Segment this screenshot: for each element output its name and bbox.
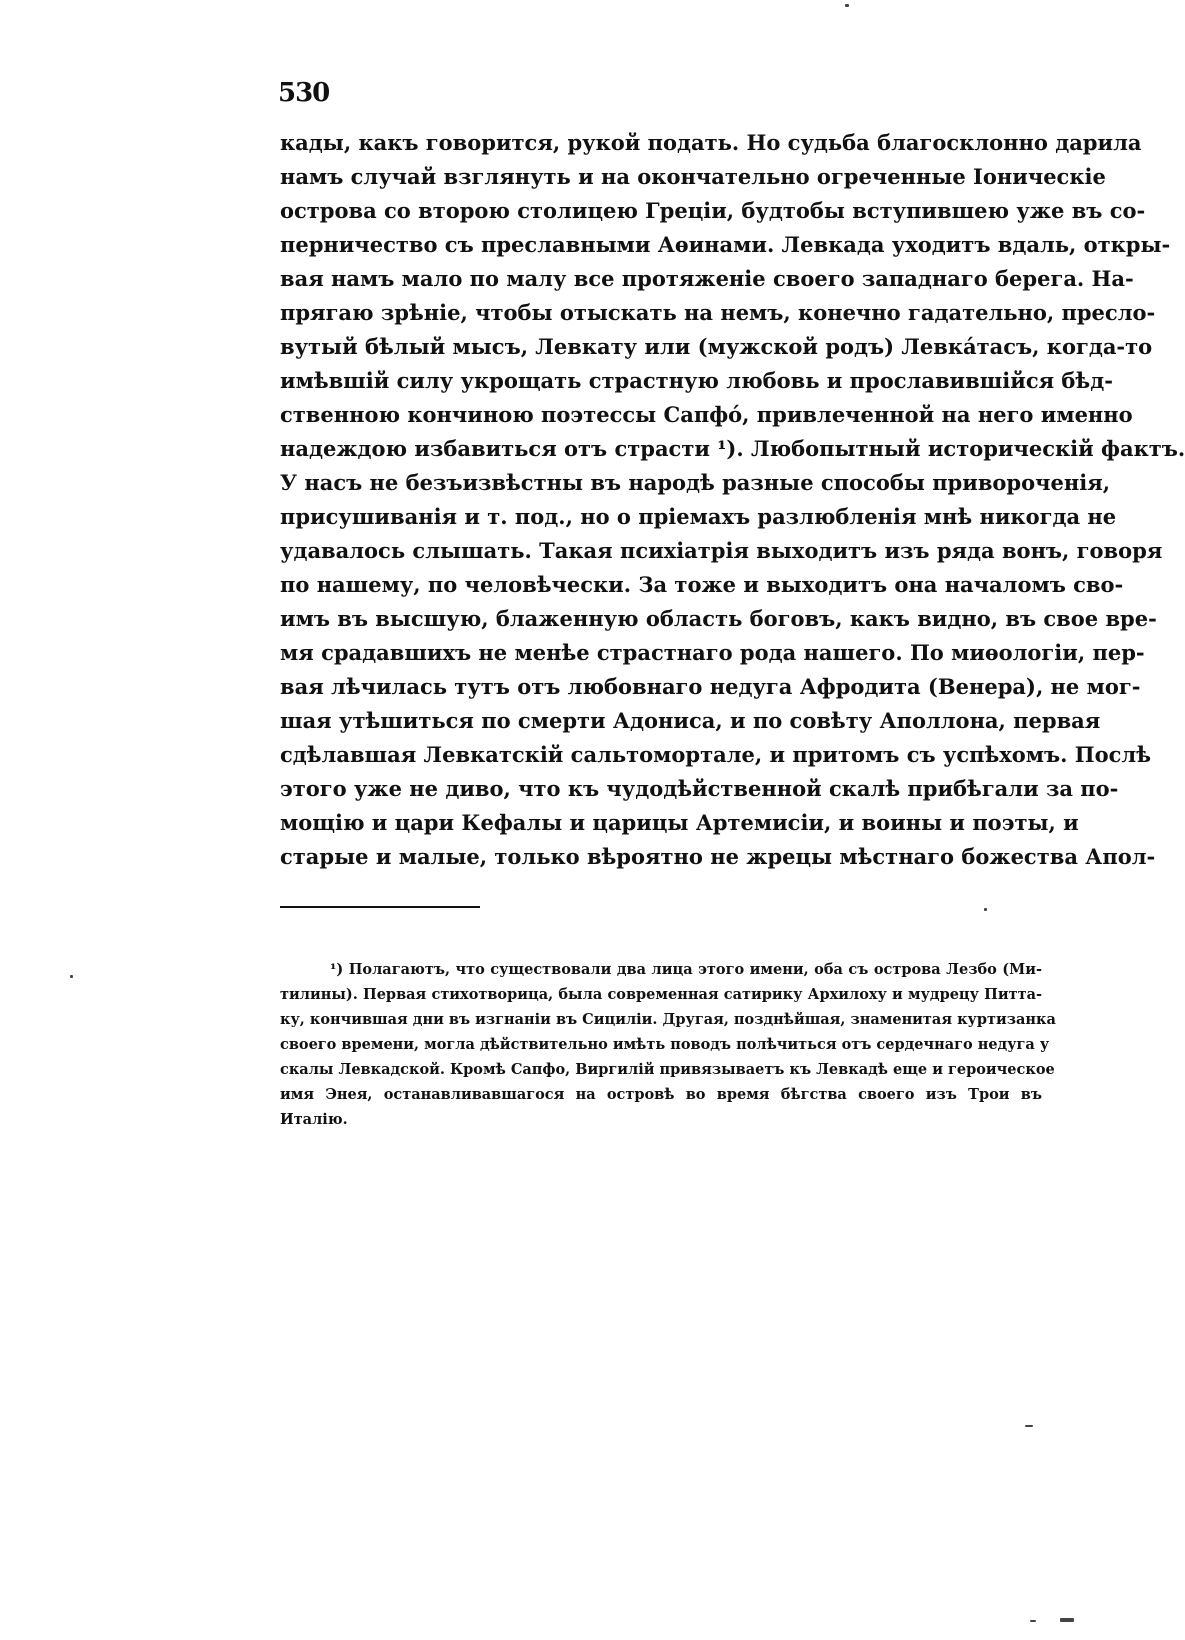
scan-speck — [845, 4, 849, 7]
scan-speck — [1025, 1425, 1033, 1427]
text-line: по нашему, по человѣчески. За тоже и выходитъ она началомъ сво- — [280, 572, 1124, 597]
text-line: шая утѣшиться по смерти Адониса, и по совѣту Аполлона, первая — [280, 708, 1101, 733]
text-line: вутый бѣлый мысъ, Левкату или (мужской родъ) Левкáтасъ, когда-то — [280, 334, 1153, 359]
text-line: перничество съ преславными Аѳинами. Левкада уходитъ вдаль, откры- — [280, 232, 1171, 257]
text-line: намъ случай взглянуть и на окончательно огреченные Іоническіе — [280, 164, 1106, 189]
text-line: присушиванія и т. под., но о пріемахъ разлюбленія мнѣ никогда не — [280, 504, 1117, 529]
text-line: острова со второю столицею Греціи, будтобы вступившею уже въ со- — [280, 198, 1146, 223]
text-line: имъ въ высшую, блаженную область боговъ, какъ видно, въ свое вре- — [280, 606, 1157, 631]
text-line: ственною кончиною поэтессы Сапфó, привлеченной на него именно — [280, 402, 1133, 427]
footnote-line: ку, кончившая дни въ изгнаніи въ Сициліи. Другая, позднѣйшая, знаменитая куртизанка — [280, 1011, 1056, 1028]
scan-speck — [1030, 1620, 1036, 1622]
footnote-line: скалы Левкадской. Кромѣ Сапфо, Виргилій привязываетъ къ Левкадѣ еще и героическое — [280, 1061, 1055, 1078]
text-line: кады, какъ говорится, рукой подать. Но судьба благосклонно дарила — [280, 130, 1142, 155]
footnote-line: Италію. — [280, 1111, 348, 1128]
footnote — [280, 957, 1056, 1132]
text-line: надеждою избавиться отъ страсти ¹). Любопытный историческій фактъ. — [280, 436, 1185, 461]
text-line: вая намъ мало по малу все протяженіе своего западнаго берега. На- — [280, 266, 1134, 291]
text-line: этого уже не диво, что къ чудодѣйственной скалѣ прибѣгали за по- — [280, 776, 1119, 801]
scan-speck — [70, 975, 73, 978]
text-line: сдѣлавшая Левкатскій сальтомортале, и притомъ съ успѣхомъ. Послѣ — [280, 742, 1151, 767]
page-number: 530 — [278, 78, 330, 108]
text-line: удавалось слышать. Такая психіатрія выходитъ изъ ряда вонъ, говоря — [280, 538, 1163, 563]
main-text — [280, 126, 1185, 874]
footnote-line: имя Энея, останавливавшагося на островѣ во время бѣгства своего изъ Трои въ — [280, 1086, 1042, 1103]
text-line: У насъ не безъизвѣстны въ народѣ разные способы привороченія, — [280, 470, 1111, 495]
footnote-separator-rule — [280, 906, 480, 908]
text-line: вая лѣчилась тутъ отъ любовнаго недуга Афродита (Венера), не мог- — [280, 674, 1141, 699]
footnote-line: ¹) Полагаютъ, что существовали два лица этого имени, оба съ острова Лезбо (Ми- — [330, 961, 1042, 978]
scan-speck — [1060, 1618, 1074, 1622]
text-line: мощію и цари Кефалы и царицы Артемисіи, и воины и поэты, и — [280, 810, 1079, 835]
text-line: прягаю зрѣніе, чтобы отыскать на немъ, конечно гадательно, пресло- — [280, 300, 1156, 325]
footnote-line: своего времени, могла дѣйствительно имѣть поводъ полѣчиться отъ сердечнаго недуга у — [280, 1036, 1050, 1053]
scan-speck — [984, 908, 987, 911]
text-line: имѣвшій силу укрощать страстную любовь и прославившійся бѣд- — [280, 368, 1113, 393]
text-line: старые и малые, только вѣроятно не жрецы мѣстнаго божества Апол- — [280, 844, 1156, 869]
text-line: мя срадавшихъ не менѣе страстнаго рода нашего. По миѳологіи, пер- — [280, 640, 1145, 665]
footnote-line: тилины). Первая стихотворица, была современная сатирику Архилоху и мудрецу Питта- — [280, 986, 1042, 1003]
